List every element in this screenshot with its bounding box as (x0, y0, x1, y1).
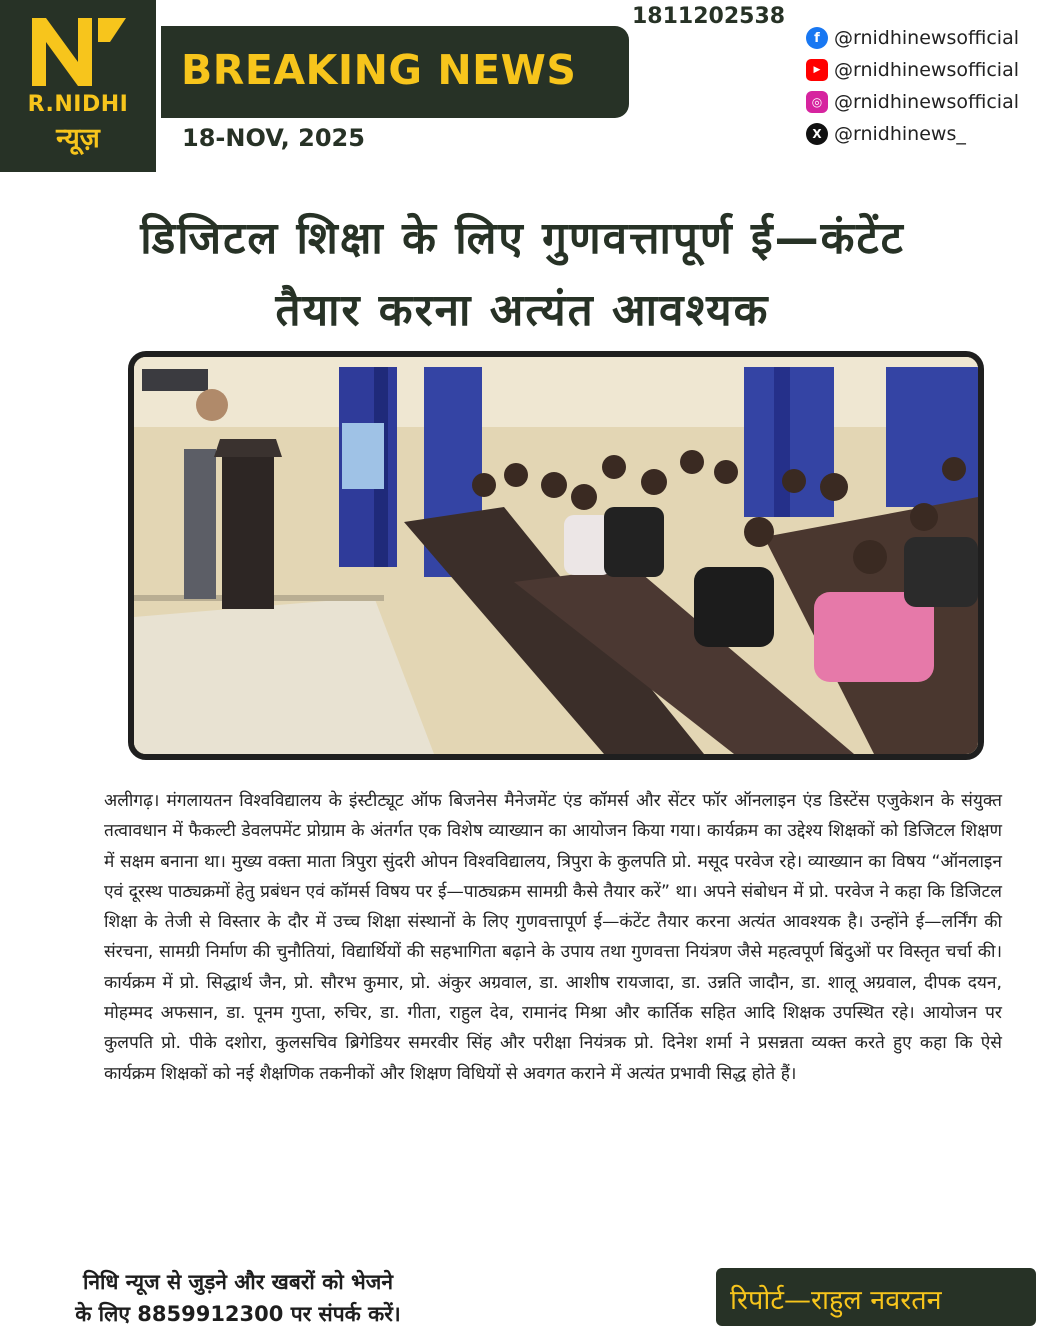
breaking-news-label: BREAKING NEWS (181, 46, 577, 94)
lecture-hall-illustration (134, 357, 978, 754)
article-body: अलीगढ़। मंगलायतन विश्वविद्यालय के इंस्टीट्यूट ऑफ बिजनेस मैनेजमेंट एंड कॉमर्स और सेंटर फॉर ऑनलाइन एंड डिस्टेंस एजुकेशन के संयुक्त तत्वावधान में फैकल्टी डेवलपमेंट प्रोग्राम के अंतर्गत एक विशेष व्याख्यान का आयोजन किया गया। कार्यक्रम का उद्देश्य शिक्षकों को डिजिटल शिक्षण में सक्षम बनाना था। मुख्य वक्ता माता त्रिपुरा सुंदरी ओपन विश्वविद्यालय, त्रिपुरा के कुलपति प्रो. मसूद परवेज रहे। व्याख्यान का विषय “ऑनलाइन एवं दूरस्थ पाठ्यक्रमों हेतु प्रबंधन एवं कॉमर्स विषय पर ई—पाठ्यक्रम सामग्री कैसे तैयार करें” था। अपने संबोधन में प्रो. परवेज ने कहा कि डिजिटल शिक्षा के तेजी से विस्तार के दौर में उच्च शिक्षा संस्थानों के लिए गुणवत्तापूर्ण ई—कंटेंट तैयार करना अत्यंत आवश्यक है। उन्होंने ई—लर्निंग की संरचना, सामग्री निर्माण की चुनौतियां, विद्यार्थियों की सहभागिता बढ़ाने के उपाय तथा गुणवत्ता नियंत्रण जैसे महत्वपूर्ण बिंदुओं पर विस्तृत चर्चा की। कार्यक्रम में प्रो. सिद्धार्थ जैन, प्रो. सौरभ कुमार, प्रो. अंकुर अग्रवाल, डा. आशीष रायजादा, डा. उन्नति जादौन, डा. शालू अग्रवाल, दीपक दयन, मोहम्मद अफसान, डा. पूनम गुप्ता, रुचिर, डा. गीता, राहुल देव, रामानंद मिश्रा और कार्तिक सहित आदि शिक्षक उपस्थित रहे। आयोजन पर कुलपति प्रो. पीके दशोरा, कुलसचिव ब्रिगेडियर समरवीर सिंह और परीक्षा नियंत्रक प्रो. दिनेश शर्मा ने प्रसन्नता व्यक्त करते हुए कहा कि ऐसे कार्यक्रम शिक्षकों को नई शैक्षणिक तकनीकों और शिक्षण विधियों से अवगत कराने में अत्यंत प्रभावी सिद्ध होते हैं। (104, 791, 1002, 1084)
publish-date: 18-NOV, 2025 (182, 124, 365, 152)
social-handle: @rnidhinewsofficial (834, 59, 1019, 81)
header-phone: 1811202538 (632, 4, 786, 29)
news-photo (128, 351, 984, 760)
x-icon: X (806, 123, 828, 145)
contact-line-2: के लिए 8859912300 पर संपर्क करें। (75, 1302, 401, 1326)
social-youtube[interactable] (806, 54, 1019, 86)
facebook-icon: f (806, 27, 828, 49)
logo-hindi-text: न्यूज़ (56, 123, 100, 154)
contact-line-1: निधि न्यूज से जुड़ने और खबरों को भेजने (82, 1270, 394, 1294)
social-links (806, 22, 1019, 150)
social-instagram[interactable] (806, 86, 1019, 118)
logo-brand-text: R.NIDHI (27, 92, 129, 117)
headline-line-1: डिजिटल शिक्षा के लिए गुणवत्तापूर्ण ई—कंटेंट (140, 213, 905, 264)
social-handle: @rnidhinews_ (834, 123, 966, 145)
social-handle: @rnidhinewsofficial (834, 27, 1019, 49)
reporter-name: रिपोर्ट—राहुल नवरतन (730, 1285, 942, 1316)
reporter-badge (716, 1268, 1036, 1326)
logo (0, 0, 156, 172)
logo-mark-icon (24, 12, 132, 92)
social-facebook[interactable] (806, 22, 1019, 54)
instagram-icon: ◎ (806, 91, 828, 113)
social-handle: @rnidhinewsofficial (834, 91, 1019, 113)
social-x[interactable] (806, 118, 1019, 150)
contact-info (18, 1266, 458, 1330)
breaking-news-banner (161, 26, 629, 118)
headline-line-2: तैयार करना अत्यंत आवश्यक (275, 285, 770, 336)
youtube-icon: ▶ (806, 59, 828, 81)
